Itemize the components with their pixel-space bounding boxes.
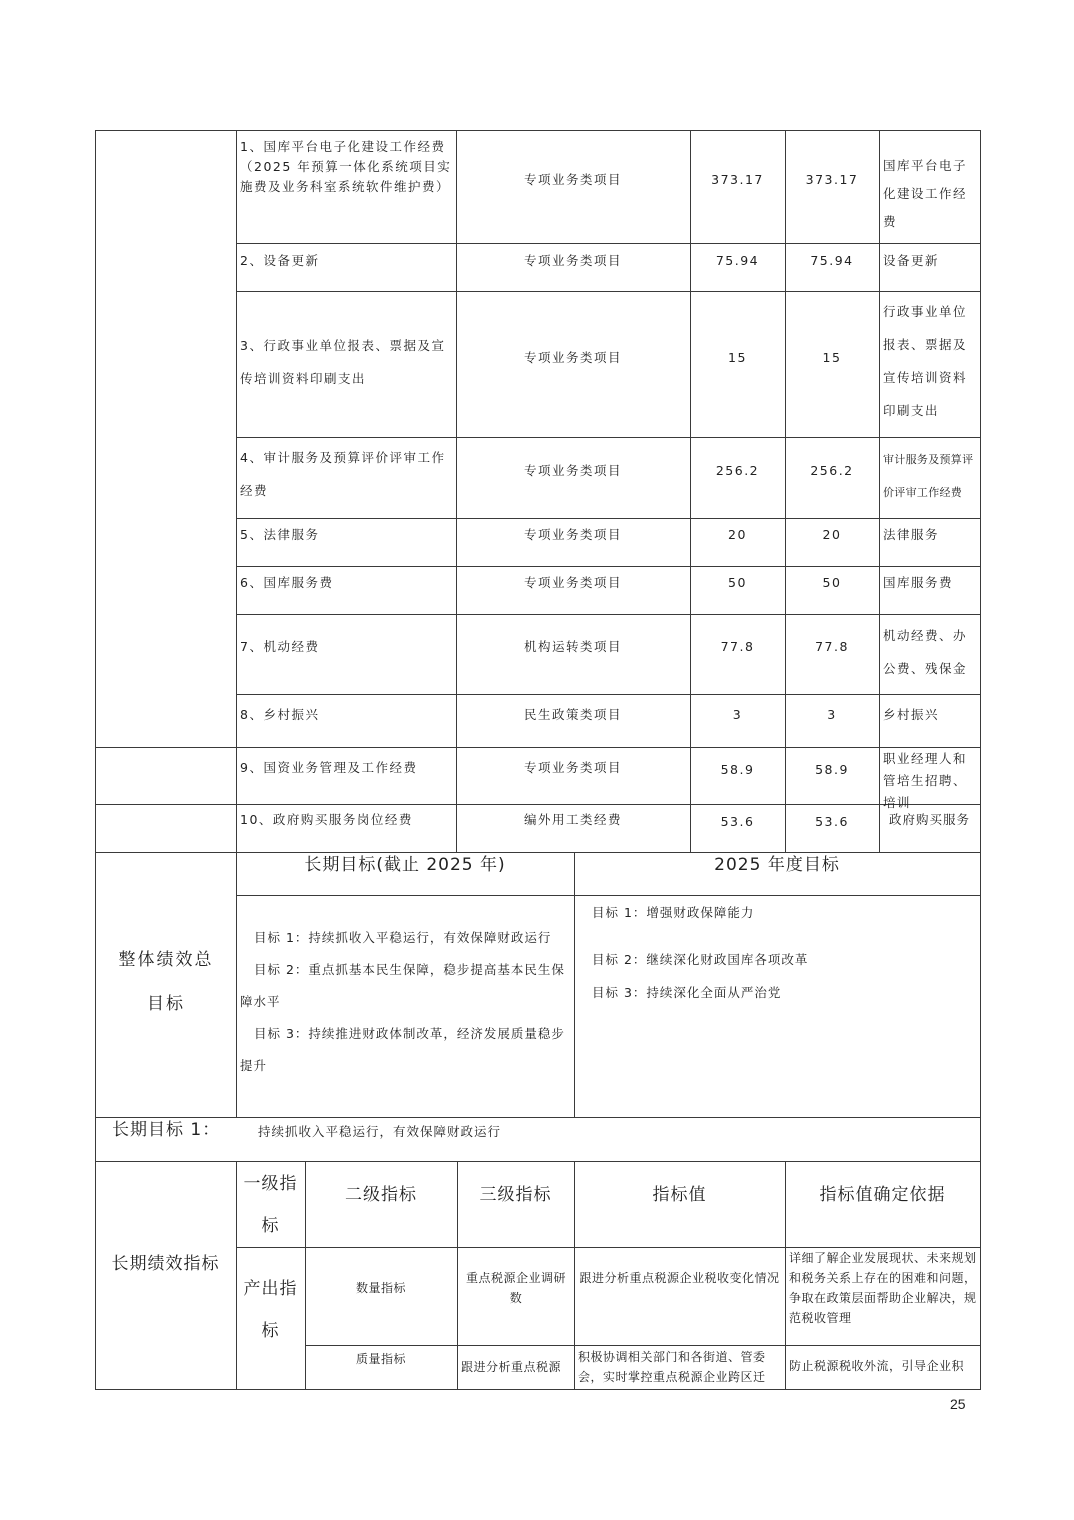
project-content: 国库平台电子化建设工作经费 xyxy=(883,158,968,229)
annual-goal-item: 目标 2：继续深化财政国库各项改革 xyxy=(592,952,809,967)
list-item: 目标 2：重点抓基本民生保障，稳步提高基本民生保障水平 xyxy=(240,962,565,1009)
project-content: 法律服务 xyxy=(883,527,940,542)
project-amount: 256.2 xyxy=(715,463,760,478)
project-amount: 58.9 xyxy=(720,762,755,777)
project-content: 机动经费、办公费、残保金 xyxy=(883,628,968,676)
project-type: 专项业务类项目 xyxy=(523,253,622,268)
basis-cell: 防止税源税收外流，引导企业积 xyxy=(789,1359,965,1373)
project-type: 民生政策类项目 xyxy=(523,707,622,722)
project-amount: 58.9 xyxy=(815,762,849,777)
project-amount: 373.17 xyxy=(805,172,859,187)
project-name: 1、国库平台电子化建设工作经费（2025 年预算一体化系统项目实施费及业务科室系统软件维护费） xyxy=(240,139,452,194)
header-level1: 一级指标 xyxy=(243,1174,298,1236)
header-value: 指标值 xyxy=(652,1185,707,1205)
project-type: 专项业务类项目 xyxy=(523,172,622,187)
level3-cell: 跟进分析重点税源 xyxy=(461,1360,562,1374)
page-number: 25 xyxy=(950,1396,966,1412)
project-amount: 53.6 xyxy=(720,814,755,829)
project-amount: 77.8 xyxy=(815,639,849,654)
project-content: 政府购买服务 xyxy=(888,812,970,827)
project-content: 审计服务及预算评价评审工作经费 xyxy=(883,453,974,499)
project-type: 专项业务类项目 xyxy=(523,575,622,590)
project-amount: 15 xyxy=(728,350,747,365)
project-content: 乡村振兴 xyxy=(883,707,940,722)
project-amount: 15 xyxy=(822,350,842,365)
project-name: 10、政府购买服务岗位经费 xyxy=(240,812,413,827)
overall-goals-label: 整体绩效总目标 xyxy=(118,950,214,1014)
long-term-goal-header: 长期目标(截止 2025 年) xyxy=(304,855,506,875)
project-amount: 50 xyxy=(822,575,842,590)
level3-cell: 重点税源企业调研数 xyxy=(465,1271,566,1305)
project-type: 专项业务类项目 xyxy=(523,527,622,542)
value-cell: 跟进分析重点税源企业税收变化情况 xyxy=(579,1271,780,1285)
long-goal-1-label: 长期目标 1： xyxy=(112,1120,221,1140)
project-name: 6、国库服务费 xyxy=(240,575,334,590)
project-name: 8、乡村振兴 xyxy=(240,707,320,722)
project-amount: 256.2 xyxy=(810,463,854,478)
project-amount: 50 xyxy=(728,575,747,590)
level2-cell: 质量指标 xyxy=(355,1352,406,1366)
project-name: 4、审计服务及预算评价评审工作经费 xyxy=(240,450,446,498)
project-content: 国库服务费 xyxy=(883,575,954,590)
long-term-goal-list xyxy=(240,922,572,1082)
indicators-label: 长期绩效指标 xyxy=(111,1254,220,1274)
project-amount: 3 xyxy=(732,707,743,722)
project-name: 7、机动经费 xyxy=(240,639,320,654)
list-item: 目标 1：持续抓收入平稳运行，有效保障财政运行 xyxy=(254,930,552,945)
project-amount: 53.6 xyxy=(815,814,849,829)
project-type: 编外用工类经费 xyxy=(523,812,622,827)
value-cell: 积极协调相关部门和各街道、管委会，实时掌控重点税源企业跨区迁 xyxy=(578,1350,766,1384)
project-content: 行政事业单位报表、票据及宣传培训资料印刷支出 xyxy=(883,304,968,418)
level2-cell: 数量指标 xyxy=(355,1281,406,1295)
header-level3: 三级指标 xyxy=(479,1185,552,1205)
project-name: 9、国资业务管理及工作经费 xyxy=(240,760,418,775)
project-type: 专项业务类项目 xyxy=(523,350,622,365)
project-name: 2、设备更新 xyxy=(240,253,320,268)
annual-goal-item: 目标 1：增强财政保障能力 xyxy=(592,905,755,920)
project-name: 3、行政事业单位报表、票据及宣传培训资料印刷支出 xyxy=(240,338,446,386)
project-amount: 373.17 xyxy=(711,172,764,187)
project-amount: 75.94 xyxy=(715,253,760,268)
long-goal-1-text: 持续抓收入平稳运行，有效保障财政运行 xyxy=(258,1124,502,1139)
project-type: 机构运转类项目 xyxy=(523,639,622,654)
project-content: 职业经理人和管培生招聘、培训 xyxy=(883,751,968,810)
basis-cell: 详细了解企业发展现状、未来规划和税务关系上存在的困难和问题，争取在政策层面帮助企业解决，规范税收管理 xyxy=(789,1251,977,1325)
project-amount: 75.94 xyxy=(810,253,854,268)
project-amount: 3 xyxy=(827,707,837,722)
list-item: 目标 3：持续推进财政体制改革，经济发展质量稳步提升 xyxy=(240,1026,565,1073)
header-basis: 指标值确定依据 xyxy=(819,1185,946,1205)
project-type: 专项业务类项目 xyxy=(523,463,622,478)
header-level2: 二级指标 xyxy=(345,1185,417,1205)
annual-goal-item: 目标 3：持续深化全面从严治党 xyxy=(592,985,782,1000)
project-amount: 20 xyxy=(728,527,747,542)
project-amount: 77.8 xyxy=(720,639,755,654)
project-amount: 20 xyxy=(822,527,842,542)
level1-output: 产出指标 xyxy=(243,1279,298,1341)
project-name: 5、法律服务 xyxy=(240,527,320,542)
project-type: 专项业务类项目 xyxy=(523,760,622,775)
project-content: 设备更新 xyxy=(883,253,940,268)
annual-goal-header: 2025 年度目标 xyxy=(714,855,840,875)
